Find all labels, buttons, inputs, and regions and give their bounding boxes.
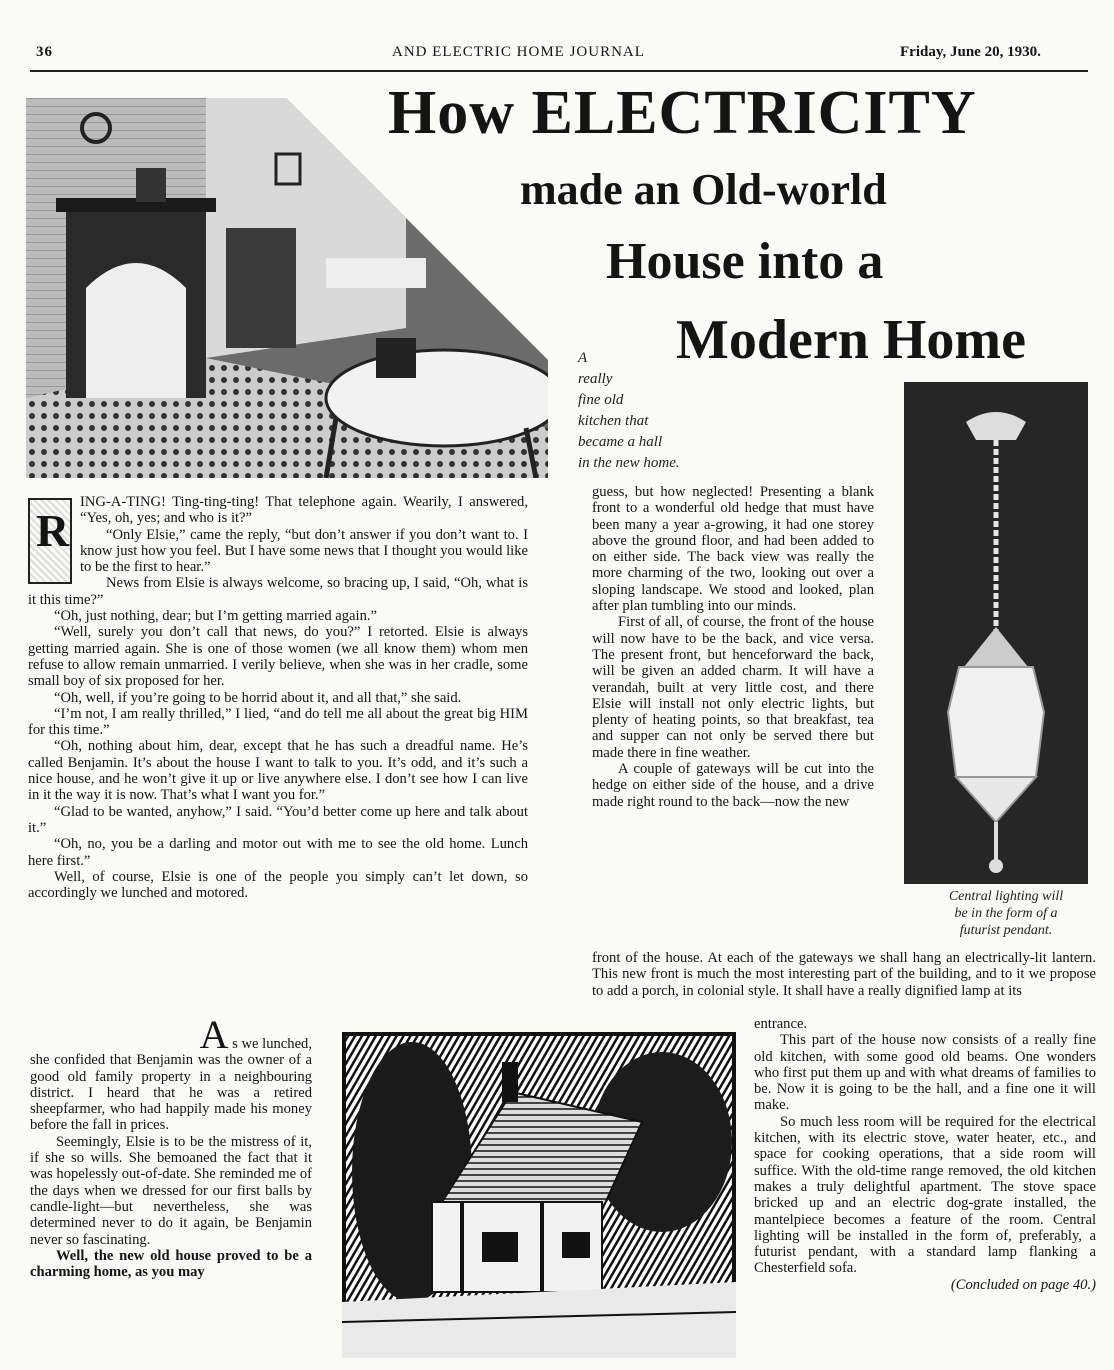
paragraph: Well, of course, Elsie is one of the people you simply can’t let down, so accordingly we lunched and motored. <box>28 868 528 902</box>
issue-date: Friday, June 20, 1930. <box>900 44 1041 60</box>
continued-note: (Concluded on page 40.) <box>950 1276 1096 1293</box>
title-line-2: made an Old-world <box>520 165 887 214</box>
paragraph: entrance. <box>754 1016 808 1032</box>
section-opener <box>30 1012 312 1057</box>
kitchen-caption-line: really <box>578 371 613 387</box>
opener-text: s we lunched, <box>232 1036 312 1052</box>
paragraph: So much less room will be required for the electrical kitchen, with its electric stove, water heater, etc., and space for cooking operations, that a side room will suffice. With the old-time range removed, the old kitchen makes a truly delightful apartment. The stove space bricked up and an electric dog-grate installed, the mantelpiece becomes a feature of the room. Central lighting will be installed in the form of, preferably, a futurist pendant, with a standard lamp flanking a Chesterfield sofa. <box>754 1113 1096 1277</box>
kitchen-caption-line: kitchen that <box>578 413 649 429</box>
kitchen-caption-line: A <box>578 350 588 366</box>
paragraph: “Oh, nothing about him, dear, except that he has such a dreadful name. He’s called Benjamin. It’s about the house I want to talk to you. It’s odd, and it’s such a nice house, and he won’t give it up or live anywhere else. I don’t see how I can live in it the way it is now. That’s what I want you for.” <box>28 738 528 804</box>
title-line-1: How ELECTRICITY <box>388 79 977 147</box>
kitchen-photo <box>26 98 548 478</box>
pendant-caption-line: futurist pendant. <box>959 923 1053 938</box>
paragraph: she confided that Benjamin was the owner of a good old family property in a neighbouring district. I heard that he was a retired sheepfarmer, who had happily made his money before the fall in prices. <box>30 1052 312 1134</box>
paragraph: Well, the new old house proved to be a charming home, as you may <box>30 1247 312 1281</box>
kitchen-caption-line: fine old <box>578 392 624 408</box>
paragraph: front of the house. At each of the gateways we shall hang an electrically-lit lantern. This new front is much the most interesting part of the building, and to it we propose to add a porch, in colonial style. It shall have a really dignified lamp at its <box>592 950 1096 999</box>
journal-title: AND ELECTRIC HOME JOURNAL <box>392 44 645 60</box>
pendant-lamp-photo <box>904 382 1088 884</box>
title-line-4: Modern Home <box>676 309 1026 371</box>
article-column-1 <box>28 494 528 901</box>
paragraph: This part of the house now consists of a really fine old kitchen, with some good old beams. One wonders who first put them up and with what dreams of families to be. Now it is going to be the hall, and a fine one it will make. <box>754 1032 1096 1114</box>
paragraph: News from Elsie is always welcome, so bracing up, I said, “Oh, what is it this time?” <box>28 575 528 608</box>
title-line-3: House into a <box>606 233 884 290</box>
paragraph: A couple of gateways will be cut into the hedge on either side of the house, and a drive made right round to the back—now the new <box>592 761 874 810</box>
paragraph: “Oh, just nothing, dear; but I’m getting married again.” <box>54 608 378 625</box>
pendant-caption <box>916 888 1096 939</box>
paragraph: “Glad to be wanted, anyhow,” I said. “You’d better come up here and talk about it.” <box>28 803 528 836</box>
paragraph: “Well, surely you don’t call that news, do you?” I retorted. Elsie is always getting married again. She is one of those women (we all know them) whom men refuse to allow remain unmarried. I verily believe, when she was in her cradle, some small boy of six proposed for her. <box>28 624 528 690</box>
paragraph: “Only Elsie,” came the reply, “but don’t answer if you don’t want to. I know just how you feel. But I have some news that I thought you would like to be the first to hear.” <box>80 526 528 576</box>
paragraph: “Oh, no, you be a darling and motor out with me to see the old home. Lunch here first.” <box>28 836 528 869</box>
paragraph: guess, but how neglected! Presenting a blank front to a wonderful old hedge that must have been many a year a-growing, it had one storey above the ground floor, and had been added to on either side. The back view was really the more charming of the two, looking out over a sloping landscape. We stood and looked, plan after plan tumbling into our minds. <box>592 484 874 615</box>
article-column-3 <box>30 1012 312 1281</box>
header-rule <box>30 70 1088 72</box>
paragraph: First of all, of course, the front of the house will now have to be the back, and vice versa. The present front, but henceforward the back, will be given an added charm. It will have a verandah, built at very little cost, and there Elsie will install not only electric lights, but plenty of heating points, so that breakfast, tea and supper can not only be served there but made there in fine weather. <box>592 614 874 761</box>
pendant-caption-line: be in the form of a <box>954 906 1058 921</box>
article-column-4 <box>754 1016 1096 1293</box>
paragraph: Seemingly, Elsie is to be the mistress of it, if she so wills. She bemoaned the fact that it was hopelessly out-of-date. She reminded me of the days when we dressed for our first balls by candle-light—but nevertheless, she was determined never to do it again, be Benjamin never so fascinating. <box>30 1133 312 1248</box>
kitchen-caption <box>578 348 680 474</box>
drop-cap: R <box>28 498 72 584</box>
paragraph: “Oh, well, if you’re going to be horrid about it, and all that,” she said. <box>54 689 462 706</box>
large-initial: A <box>199 1012 229 1057</box>
kitchen-caption-line: became a hall <box>578 434 663 450</box>
pendant-caption-line: Central lighting will <box>948 889 1064 904</box>
paragraph: “I’m not, I am really thrilled,” I lied, “and do tell me all about the great big HIM for this time.” <box>28 705 528 739</box>
kitchen-caption-line: in the new home. <box>578 455 680 471</box>
paragraph: ING-A-TING! Ting-ting-ting! That telephone again. Wearily, I answered, “Yes, oh, yes; and who is it?” <box>80 494 528 527</box>
article-column-2 <box>592 484 874 810</box>
page-number: 36 <box>36 44 53 60</box>
cottage-woodcut-illustration <box>342 1032 736 1358</box>
article-column-2-wide <box>592 950 1096 999</box>
